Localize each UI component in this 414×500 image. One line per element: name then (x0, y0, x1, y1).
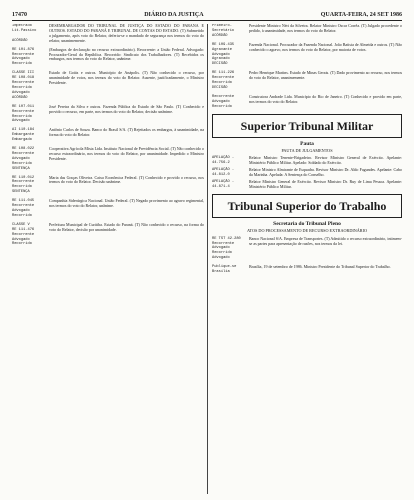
labor-entry (212, 237, 402, 262)
case-entry (12, 199, 204, 219)
entry-label: RE 111.226 (212, 71, 235, 76)
entry-labels (12, 48, 46, 68)
entry-labels (212, 237, 246, 262)
entry-text: DESEMBARGADOR DO TRIBUNAL DE JUSTIÇA DO ESTADO DO PARANÁ E OUTROS. ESTADO DO PARANÁ E TRIBUNAL DE CONTAS DO ESTADO. (T) Submetido a julgamento, após voto do Relator, deferiu-se o mandado de segurança nos termos do voto do relator, unanimemente. (49, 24, 204, 43)
entry-label: Agravante (212, 47, 232, 52)
entry-label: Recorrente (12, 81, 35, 86)
entry-label: RE 108.018 (12, 76, 35, 81)
entry-text: Pedro Henrique Martins. Estado de Minas Gerais. (T) Dado provimento ao recurso, nos termos do voto do Relator, unanimemente. (249, 70, 402, 81)
entry-text: Relator Ministro General de Exército. Revisor Ministro Dr. Ruy de Lima Pessoa. Apelante: Ministério Público Militar. (249, 179, 402, 189)
entry-label: Recorrido (12, 242, 32, 247)
entry-label: Advogado (12, 90, 30, 95)
page-header (12, 8, 402, 21)
military-decisions (212, 156, 402, 189)
entry-text: Relator Ministro Tenente-Brigadeiro. Revisor Ministro General de Exército. Apelante: Ministério Público Militar. Apelado: Soldado do Exército. (249, 155, 402, 166)
right-entries (212, 24, 402, 110)
case-entry (12, 128, 204, 143)
labor-court-banner: Tribunal Superior do Trabalho (212, 194, 402, 218)
entry-text: Cooperativa Agrícola Mista Ltda. Instituto Nacional de Previdência Social. (T) Não conhecido o recurso extraordinário, nos termos do voto do Relator, por unanimidade. Impedido o Ministro Presidente. (49, 146, 204, 161)
case-entry (212, 43, 402, 68)
entry-label: RE 109.435 (212, 42, 235, 47)
entry-label: Recorrente (12, 52, 35, 57)
journal-title: DIÁRIO DA JUSTIÇA (144, 12, 204, 19)
entry-label: ACÓRDÃO (12, 38, 28, 43)
entry-label: Advogado (12, 156, 30, 161)
entry-label: Recorrente (12, 180, 35, 185)
labor-entry (212, 265, 402, 275)
entry-labels (12, 199, 46, 219)
entry-label: ACÓRDÃO (212, 33, 228, 38)
entry-label: RE 111.476 (12, 227, 35, 232)
entry-label: RE 107.011 (12, 104, 35, 109)
entry-labels (212, 168, 246, 178)
entry-label: RE 108.022 (12, 147, 35, 152)
entry-label: Advogado (12, 237, 30, 242)
entry-label: APELAÇÃO - 44.812-0 (212, 168, 235, 178)
entry-labels (212, 265, 246, 275)
entry-labels (12, 147, 46, 172)
labor-court-subtitle: Secretaria do Tribunal Pleno (273, 220, 341, 227)
page-number: 17470 (12, 12, 27, 19)
entry-labels (212, 95, 246, 110)
entry-text: Brasília, 19 de setembro de 1986. Ministro Presidente do Tribunal Superior do Trabalho. (249, 264, 391, 270)
entry-labels (212, 180, 246, 190)
entry-label: SENTENÇA (12, 166, 30, 171)
entry-label: Advogado (212, 256, 230, 261)
entry-text: Presidente Ministro Néri da Silveira. Relator Ministro Oscar Corrêa. (T) Julgado procedente o pedido, à unanimidade, nos termos do voto do Relator. (249, 24, 402, 33)
entry-label: Advogado (12, 119, 30, 124)
entry-label: Agravado (212, 57, 230, 62)
case-entry (12, 48, 204, 68)
entry-label: Recorrido (12, 85, 32, 90)
entry-label: Advogado (12, 57, 30, 62)
entry-labels (12, 128, 46, 143)
entry-text: Prefeitura Municipal de Curitiba. Estado do Paraná. (T) Não conhecido o recurso, na forma do voto do Relator, decisão por unanimidade. (49, 221, 204, 232)
case-entry (12, 223, 204, 248)
entry-label: APELAÇÃO - 44.756-2 (212, 156, 235, 166)
entry-text: Estado de Goiás e outros. Município de Anápolis. (T) Não conhecido o recurso, por unanimidade de votos, nos termos do voto do Relator. Ausente, justificadamente, o Ministro Presidente. (49, 70, 204, 86)
entry-text: Construtora Andrade Ltda. Município do Rio de Janeiro. (T) Conhecido e provido em parte, nos termos do voto do Relator. (249, 93, 402, 104)
case-entry (12, 71, 204, 100)
entry-labels (12, 105, 46, 125)
entry-label: Recorrente (212, 94, 235, 99)
entry-label: Recorrido (12, 114, 32, 119)
entry-labels (12, 24, 46, 44)
military-decision (212, 156, 402, 166)
military-decision (212, 168, 402, 178)
entry-label: Lit.Passivo (12, 28, 37, 33)
entry-labels (212, 71, 246, 91)
entry-label: RE 101.876 (12, 47, 35, 52)
entry-labels (212, 24, 246, 39)
entry-label: Recorrente (212, 76, 235, 81)
entry-text: Maria das Graças Oliveira. Caixa Econômica Federal. (T) Conhecido e provido o recurso, nos termos do voto do Relator. Decisão unânime. (49, 174, 204, 185)
entry-label: Advogado (212, 99, 230, 104)
entry-label: Brasília (212, 270, 230, 275)
entry-label: RE TST 42.280 (212, 236, 241, 241)
entry-label: AI 110.184 (12, 128, 35, 133)
entry-label: Recorrente (212, 241, 235, 246)
entry-text: Antônio Carlos de Souza. Banco do Brasil S/A. (T) Rejeitados os embargos, à unanimidade, na forma do voto do Relator. (49, 127, 204, 138)
entry-text: (Embargos de declaração no recurso extraordinário). Recorrente: a União Federal. Advogado: Procurador-Geral da República. Recorrido: Sindicato dos Trabalhadores. (T) Recebidos os embargos, nos termos do voto do Relator, unânime. (49, 46, 204, 62)
labor-court-note: ATOS DO PROCESSAMENTO DE RECURSO EXTRAORDINÁRIO (246, 227, 368, 233)
entry-labels (12, 176, 46, 196)
entry-label: Advogado (12, 209, 30, 213)
case-entry (212, 71, 402, 91)
entry-labels (12, 223, 46, 248)
entry-label: SENTENÇA (12, 190, 30, 195)
entry-label: DECISÃO (212, 85, 228, 90)
entry-label: RE 110.012 (12, 175, 35, 180)
entry-label: Recorrido (212, 104, 232, 109)
entry-label: Recorrido (12, 161, 32, 166)
entry-label: Recorrido (212, 81, 232, 86)
case-entry (212, 24, 402, 39)
right-column (212, 24, 402, 494)
entry-text: Companhia Siderúrgica Nacional. União Federal. (T) Negado provimento ao agravo regimental, nos termos do voto do Relator, unânime. (49, 198, 204, 209)
entry-label: APELAÇÃO - 44.871-4 (212, 180, 235, 189)
entry-label: Recorrente (12, 109, 35, 114)
column-divider (207, 24, 208, 494)
military-court-subtitle: Pauta (300, 140, 314, 147)
case-entry (12, 176, 204, 196)
entry-labels (212, 156, 246, 166)
entry-label: RE 111.045 (12, 199, 35, 204)
case-entry (212, 95, 402, 110)
entry-label: Advogado (212, 52, 230, 57)
entry-label: Recorrido (212, 251, 232, 256)
left-column (12, 24, 204, 494)
entry-label: Recorrente (12, 232, 35, 237)
entry-labels (212, 43, 246, 68)
case-entry (12, 24, 204, 44)
entry-text: Fazenda Nacional. Procurador da Fazenda Nacional. João Batista de Almeida e outros. (T) Não conhecido o agravo, nos termos do voto do Relator, por maioria de votos. (249, 41, 402, 52)
military-court-banner: Superior Tribunal Militar (212, 114, 402, 138)
entry-label: Recorrido (12, 62, 32, 67)
entry-label: ACÓRDÃO (12, 95, 28, 100)
entry-text: Banco Nacional S/A. Empresa de Transportes. (T) Admitido o recurso extraordinário, intimem-se as partes para apresentação de razões, nos termos da lei. (249, 235, 402, 246)
military-court-note: PAUTA DE JULGAMENTOS (281, 147, 333, 153)
entry-label: Impetrado (12, 24, 32, 28)
entry-text: Relator Ministro Almirante de Esquadra. Revisor Ministro Dr. Aldo Fagundes. Apelante: Cabo da Marinha. Apelada: A Sentença do Conselho. (249, 167, 402, 178)
entry-labels (12, 71, 46, 100)
case-entry (12, 147, 204, 172)
entry-label: Advogado (212, 246, 230, 251)
case-entry (12, 105, 204, 125)
military-decision (212, 180, 402, 190)
publication-date: QUARTA-FEIRA, 24 SET 1986 (320, 12, 402, 19)
entry-label: CLASSE V (12, 222, 30, 227)
labor-entries (212, 237, 402, 275)
entry-label: Embargado (12, 138, 32, 143)
entry-label: Recorrido (12, 213, 32, 218)
entry-label: Primeiro-Secretário (212, 24, 235, 33)
entry-text: José Pereira da Silva e outros. Fazenda Pública do Estado de São Paulo. (T) Conhecido e provido o recurso, em parte, nos termos do voto do Relator, decisão unânime. (49, 103, 204, 114)
entry-label: Publique-se (212, 265, 237, 270)
entry-label: Recorrente (12, 151, 35, 156)
entry-label: DECISÃO (212, 62, 228, 67)
entry-label: Recorrente (12, 204, 35, 209)
entry-label: Embargante (12, 133, 35, 138)
entry-label: CLASSE III (12, 71, 35, 76)
entry-label: Recorrido (12, 185, 32, 190)
